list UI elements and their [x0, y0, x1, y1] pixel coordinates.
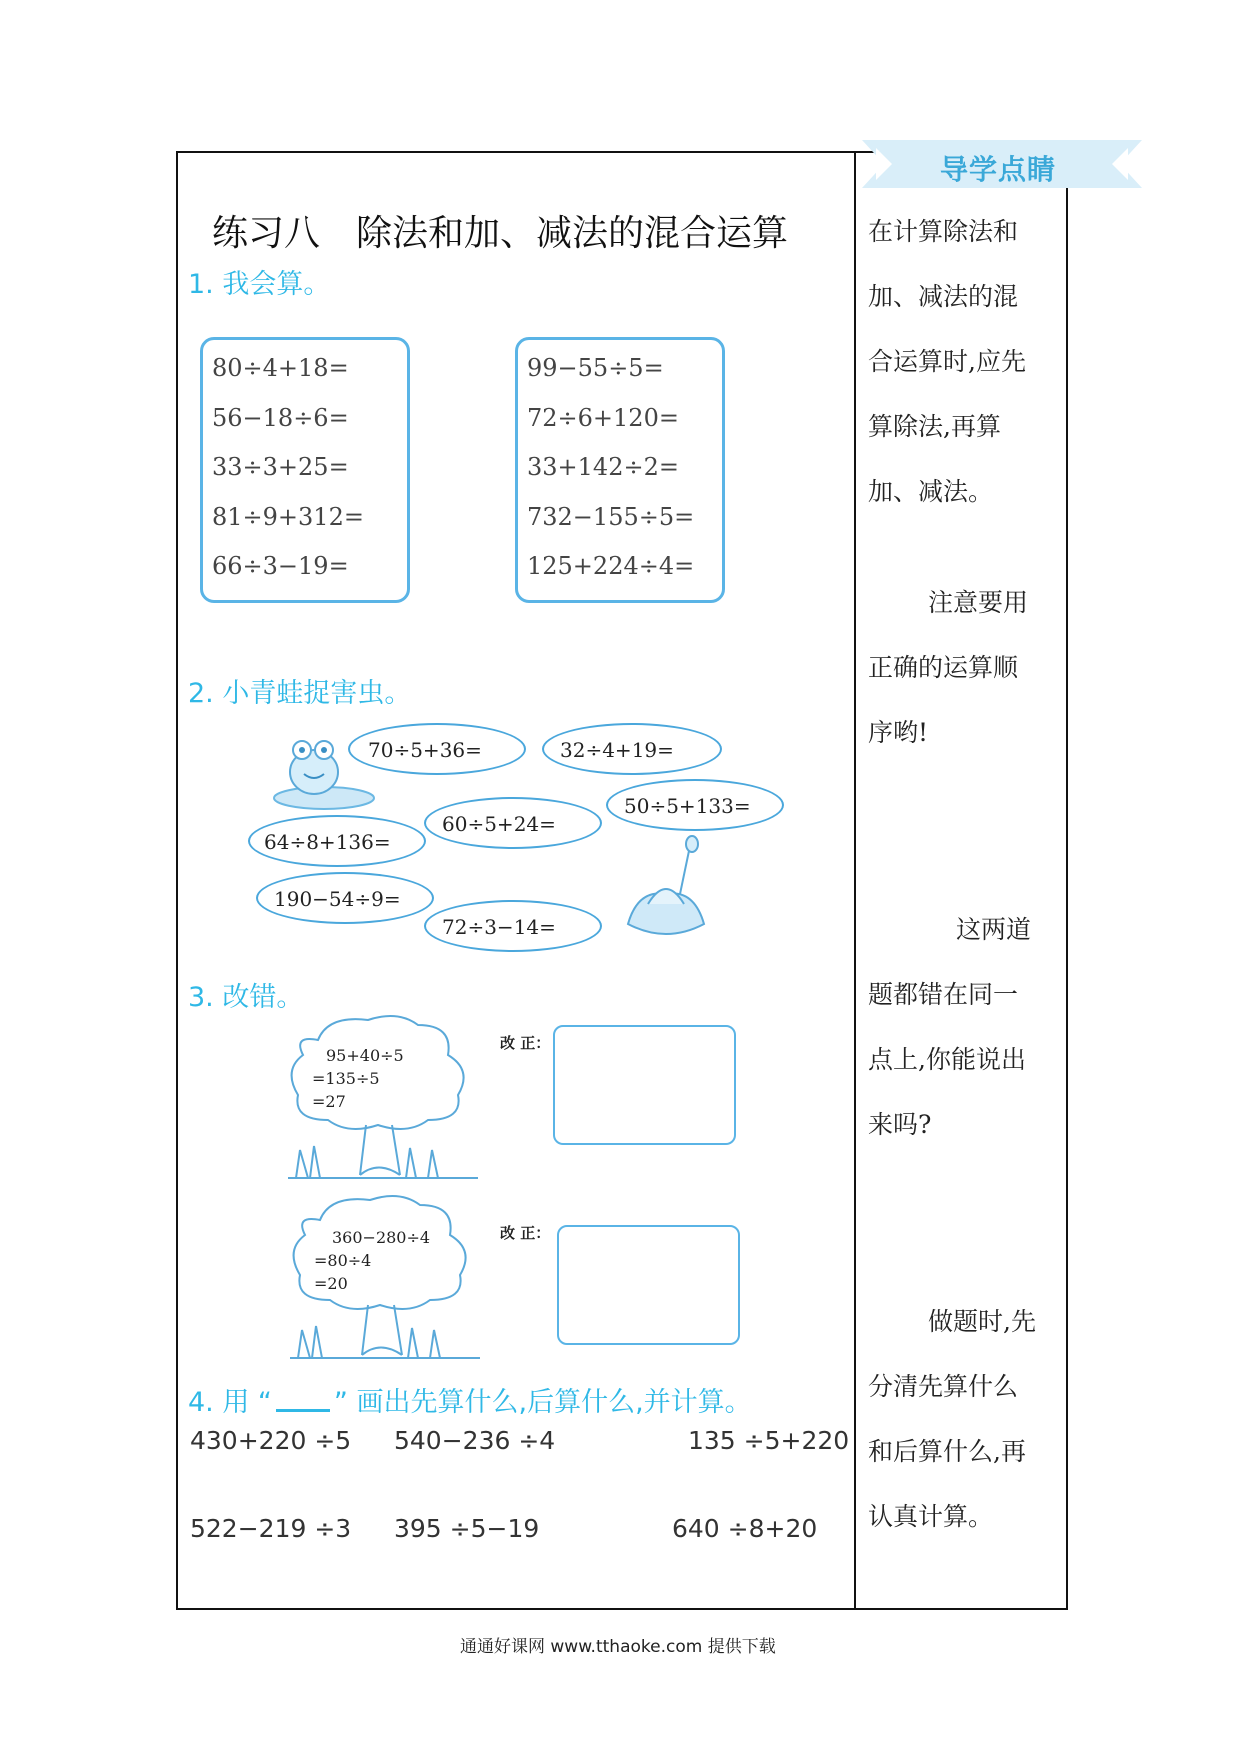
equation: 33÷3+25= [212, 453, 349, 481]
order-problem: 640 ÷8+20 [672, 1514, 818, 1543]
section4-heading-prefix: 4. 用 “ [188, 1387, 272, 1418]
oval-equation: 64÷8+136= [264, 830, 391, 854]
tip-line: 注意要用 [928, 588, 1029, 617]
order-problem: 430+220 ÷5 [190, 1426, 352, 1455]
tip-line: 这两道 [956, 915, 1032, 944]
tree-line: =27 [312, 1092, 346, 1111]
tip-line: 序哟! [868, 718, 929, 747]
order-problem: 395 ÷5−19 [394, 1514, 540, 1543]
section3-heading: 3. 改错。 [188, 982, 304, 1013]
correction-box-1[interactable] [553, 1025, 736, 1145]
order-problem: 540−236 ÷4 [394, 1426, 556, 1455]
equation: 33+142÷2= [527, 453, 679, 481]
tip-line: 加、减法的混 [868, 282, 1019, 311]
oval-equation: 50÷5+133= [624, 794, 751, 818]
equation: 99−55÷5= [527, 354, 664, 382]
equation: 72÷6+120= [527, 404, 679, 432]
tree-line: 360−280÷4 [332, 1228, 431, 1247]
equation: 125+224÷4= [527, 552, 695, 580]
tip-line: 来吗? [868, 1110, 932, 1139]
fix-label: 改 正： [500, 1224, 551, 1242]
oval-equation: 70÷5+36= [368, 738, 482, 762]
section4-heading [188, 1380, 752, 1419]
order-problem: 135 ÷5+220 [688, 1426, 850, 1455]
equation: 66÷3−19= [212, 552, 349, 580]
tree-line: =20 [314, 1274, 348, 1293]
tip-line: 正确的运算顺 [868, 653, 1019, 682]
oval-equation: 190−54÷9= [274, 887, 401, 911]
footer-credit: 通通好课网 www.tthaoke.com 提供下载 [460, 1637, 776, 1657]
equation: 81÷9+312= [212, 503, 364, 531]
tree-line: =135÷5 [312, 1069, 380, 1088]
section4-heading-suffix: ” 画出先算什么,后算什么,并计算。 [333, 1387, 752, 1418]
tip-line: 和后算什么,再 [868, 1437, 1026, 1466]
oval-equation: 72÷3−14= [442, 915, 556, 939]
correction-box-2[interactable] [557, 1225, 740, 1345]
page-title: 练习八 除法和加、减法的混合运算 [212, 213, 789, 254]
guide-banner-label: 导学点睛 [940, 153, 1057, 186]
tip-line: 算除法,再算 [868, 412, 1001, 441]
equation: 56−18÷6= [212, 404, 349, 432]
underline-sample [276, 1395, 330, 1412]
tip-line: 加、减法。 [868, 477, 994, 506]
equation: 732−155÷5= [527, 503, 695, 531]
oval-equation: 32÷4+19= [560, 738, 674, 762]
tip-line: 认真计算。 [868, 1502, 994, 1531]
fix-label: 改 正： [500, 1034, 551, 1052]
order-problem: 522−219 ÷3 [190, 1514, 352, 1543]
tree-line: =80÷4 [314, 1251, 372, 1270]
equation: 80÷4+18= [212, 354, 349, 382]
tip-line: 合运算时,应先 [868, 347, 1026, 376]
tip-line: 点上,你能说出 [868, 1045, 1026, 1074]
tip-line: 题都错在同一 [868, 980, 1019, 1009]
oval-equation: 60÷5+24= [442, 812, 556, 836]
tip-line: 做题时,先 [928, 1307, 1036, 1336]
tip-line: 分清先算什么 [868, 1372, 1019, 1401]
lotus-icon [618, 834, 714, 944]
column-divider [854, 151, 856, 1610]
tree-line: 95+40÷5 [326, 1046, 404, 1065]
section1-heading: 1. 我会算。 [188, 269, 331, 300]
tip-line: 在计算除法和 [868, 217, 1019, 246]
section2-heading: 2. 小青蛙捉害虫。 [188, 678, 412, 709]
